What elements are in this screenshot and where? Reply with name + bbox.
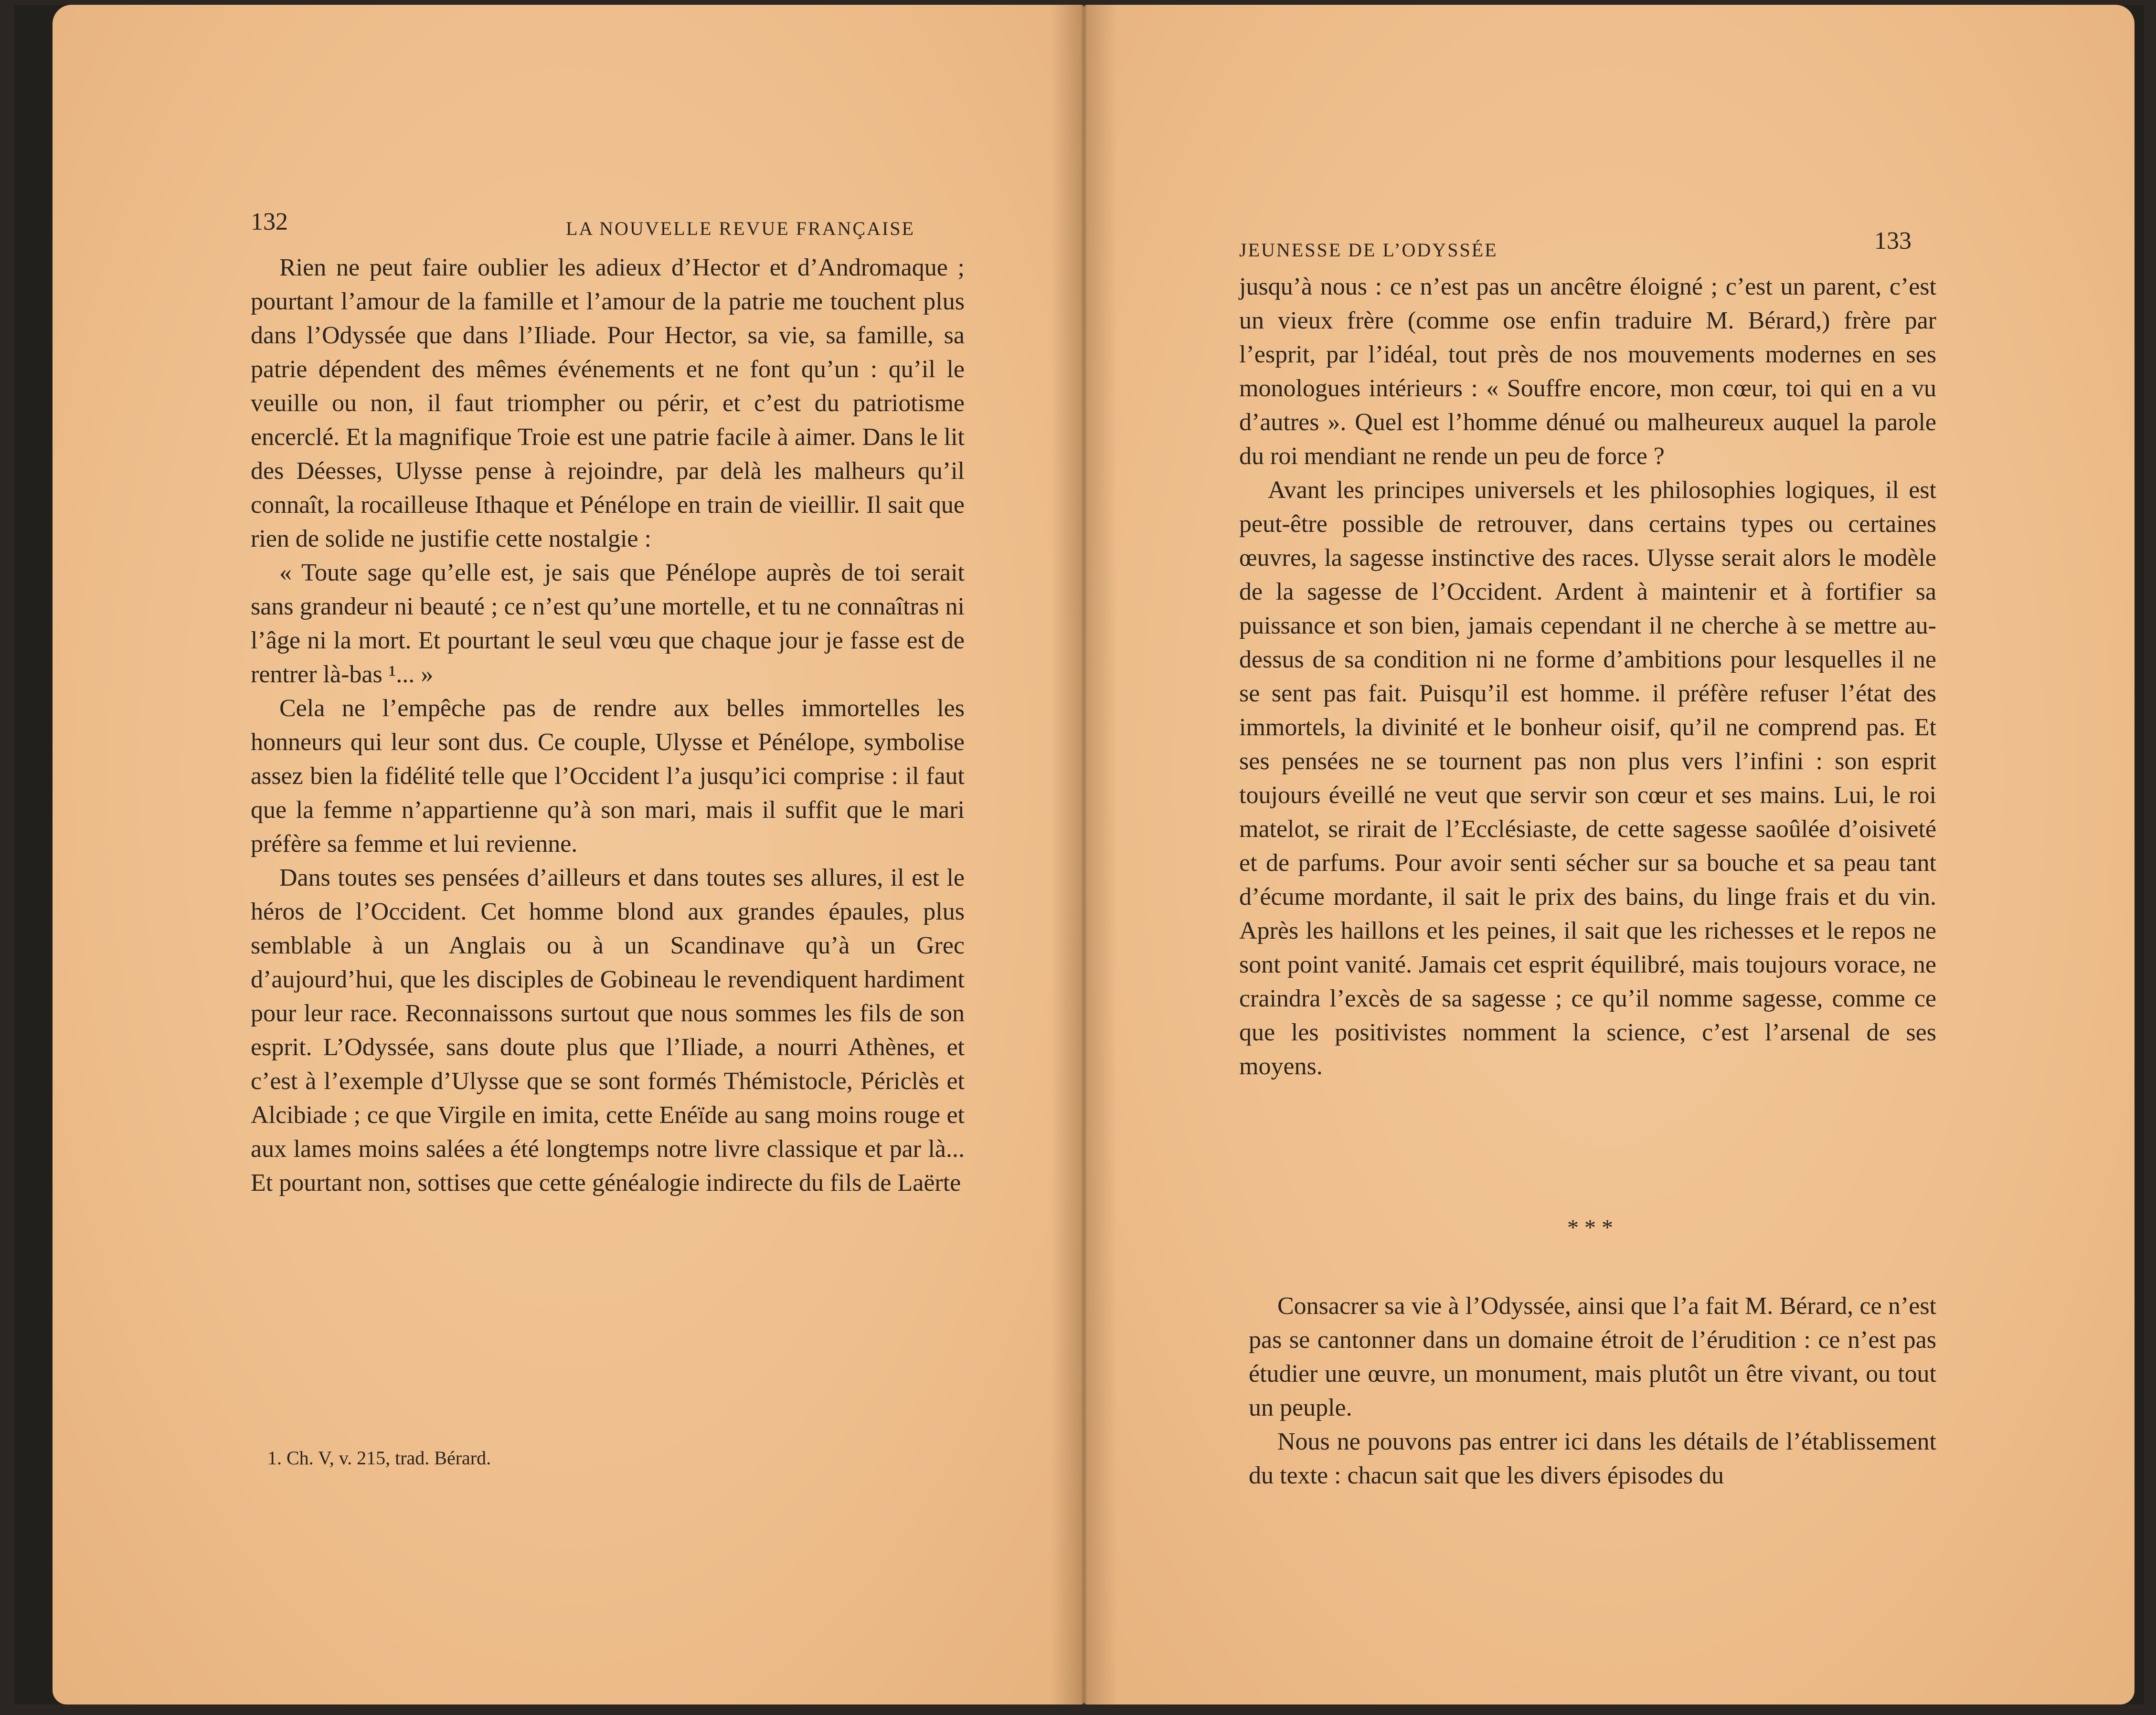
paragraph: Nous ne pouvons pas entrer ici dans les détails de l’établissement du texte : chacun sait que les divers épisodes du: [1249, 1428, 1936, 1489]
right-body-text-top: [1239, 270, 1936, 1083]
section-separator: * * *: [1567, 1215, 1613, 1240]
left-page-number: 132: [251, 208, 288, 235]
left-page: [53, 5, 1084, 1704]
paragraph: Cela ne l’empêche pas de rendre aux belles immortelles les honneurs qui leur sont dus. Ce couple, Ulysse et Pénélope, symbolise assez bien la fidélité telle que l’Occident l’a jusqu’ici comprise : il faut que la femme n’appartienne qu’à son mari, mais il suffit que le mari préfère sa femme et lui revienne.: [251, 695, 965, 858]
paragraph: Avant les principes universels et les philosophies logiques, il est peut-être possible de retrouver, dans certains types ou certaines œuvres, la sagesse instinctive des races. Ulysse serait alors le modèle de la sagesse de l’Occident. Ardent à maintenir et à fortifier sa puissance et son bien, jamais cependant il ne cherche à se mettre au-dessus de sa condition ni ne forme d’ambitions pour lesquelles il ne se sent pas fait. Puisqu’il est homme. il préfère refuser l’état des immortels, la divinité et le bonheur oisif, qu’il ne comprend pas. Et ses pensées ne se tournent pas non plus vers l’infini : son esprit toujours éveillé ne veut que servir son cœur et ses mains. Lui, le roi matelot, se rirait de l’Ecclésiaste, de cette sagesse saoûlée d’oisiveté et de parfums. Pour avoir senti sécher sur sa bouche et sa peau tant d’écume mordante, il sait le prix des bains, du linge frais et du vin. Après les haillons et les peines, il sait que les richesses et le repos ne sont point vanité. Jamais cet esprit équilibré, mais toujours vorace, ne craindra l’excès de sa sagesse ; ce qu’il nomme sagesse, comme ce que les positivistes nomment la science, c’est l’arsenal de ses moyens.: [1239, 476, 1936, 1080]
paragraph: Rien ne peut faire oublier les adieux d’Hector et d’Andromaque ; pourtant l’amour de la famille et l’amour de la patrie me touchent plus dans l’Odyssée que dans l’Iliade. Pour Hector, sa vie, sa famille, sa patrie dépendent des mêmes événements et ne font qu’un : qu’il le veuille ou non, il faut triompher ou périr, et c’est du patriotisme encerclé. Et la magnifique Troie est une patrie facile à aimer. Dans le lit des Déesses, Ulysse pense à rejoindre, par delà les malheurs qu’il connaît, la rocailleuse Ithaque et Pénélope en train de vieillir. Il sait que rien de solide ne justifie cette nostalgie :: [251, 254, 965, 552]
paragraph: jusqu’à nous : ce n’est pas un ancêtre éloigné ; c’est un parent, c’est un vieux frère (comme ose enfin traduire M. Bérard,) frère par l’esprit, par l’idéal, tout près de nos mouvements modernes en ses monologues intérieurs : « Souffre encore, mon cœur, toi qui en a vu d’autres ». Quel est l’homme dénué ou malheureux auquel la parole du roi mendiant ne rende un peu de force ?: [1239, 273, 1936, 470]
paragraph: « Toute sage qu’elle est, je sais que Pénélope auprès de toi serait sans grandeur ni beauté ; ce n’est qu’une mortelle, et tu ne connaîtras ni l’âge ni la mort. Et pourtant le seul vœu que chaque jour je fasse est de rentrer là-bas ¹... »: [251, 559, 965, 688]
left-body-text: [251, 251, 965, 1200]
left-running-head: LA NOUVELLE REVUE FRANÇAISE: [566, 218, 915, 239]
right-body-text-bottom: [1249, 1289, 1936, 1493]
paragraph: Dans toutes ses pensées d’ailleurs et dans toutes ses allures, il est le héros de l’Occident. Cet homme blond aux grandes épaules, plus semblable à un Anglais ou à un Scandinave qu’à un Grec d’aujourd’hui, que les disciples de Gobineau le revendiquent hardiment pour leur race. Reconnaissons surtout que nous sommes les fils de son esprit. L’Odyssée, sans doute plus que l’Iliade, a nourri Athènes, et c’est à l’exemple d’Ulysse que se sont formés Thémistocle, Périclès et Alcibiade ; ce que Virgile en imita, cette Enéïde au sang moins rouge et aux lames moins salées a été longtemps notre livre classique et par là... Et pourtant non, sottises que cette généalogie indirecte du fils de Laërte: [251, 864, 965, 1196]
right-page: [1084, 5, 2135, 1704]
footnote: 1. Ch. V, v. 215, trad. Bérard.: [267, 1447, 491, 1469]
right-running-head: JEUNESSE DE L’ODYSSÉE: [1239, 239, 1498, 261]
book-gutter: [1051, 5, 1117, 1704]
paragraph: Consacrer sa vie à l’Odyssée, ainsi que l’a fait M. Bérard, ce n’est pas se cantonner dans un domaine étroit de l’érudition : ce n’est pas étudier une œuvre, un monument, mais plutôt un être vivant, ou tout un peuple.: [1249, 1292, 1936, 1421]
right-page-number: 133: [1874, 227, 1912, 254]
open-book: [14, 5, 2144, 1704]
